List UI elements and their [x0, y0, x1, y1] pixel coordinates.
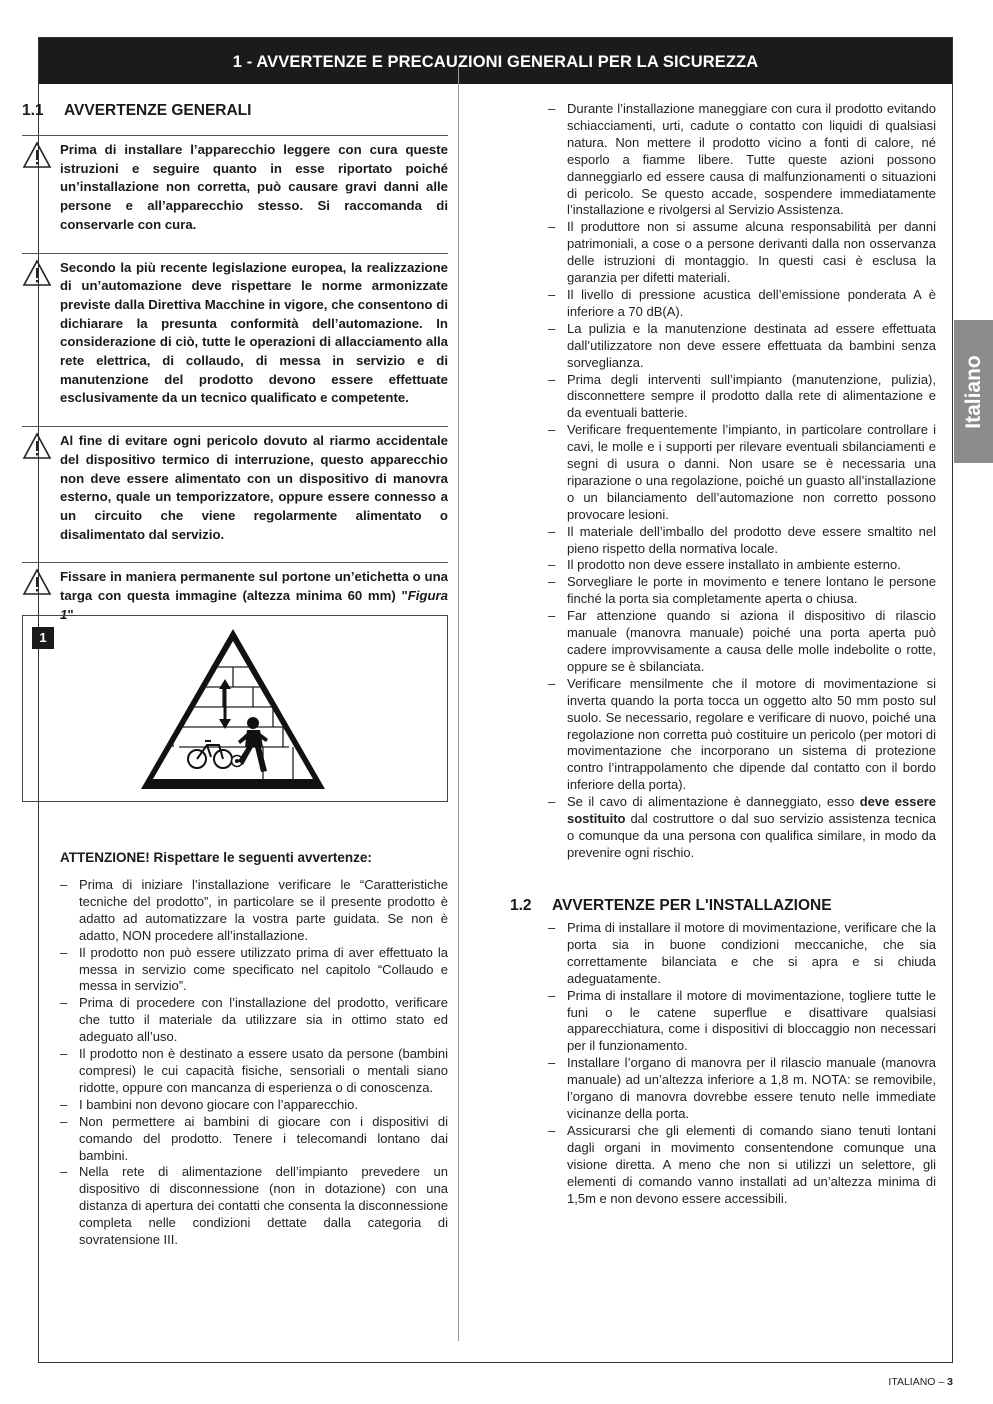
warning-triangle-icon: [22, 259, 60, 409]
language-tab: [954, 320, 993, 463]
list-item: – Prima di installare il motore di movimentazione, togliere tutte le funi o le catene superflue e disattivare qualsiasi apparecchiatura, come i dispositivi di bloccaggio non necessari per il funzionamento.: [548, 988, 936, 1056]
list-item: – Assicurarsi che gli elementi di comando siano tenuti lontani dagli organi in movimento consentendone comunque una visione diretta. A meno che non si utilizzi un selettore, gli elementi di comando vanno installati ad un’altezza minima di 1,5m e non devono essere accessibili.: [548, 1123, 936, 1208]
list-item: – Nella rete di alimentazione dell’impianto prevedere un dispositivo di disconnessione (non in dotazione) con una distanza di apertura dei contatti che consenta la disconnessione completa nelle condizioni dettate dalla categoria di sovratensione III.: [60, 1164, 448, 1249]
list-item: – Sorvegliare le porte in movimento e tenere lontano le persone finché la porta sia completamente aperta o chiusa.: [548, 574, 936, 608]
left-column: [22, 66, 448, 624]
figure-reference: Figura 1: [60, 588, 448, 622]
warning-block: [22, 135, 448, 235]
cable-item-text: Se il cavo di alimentazione è danneggiato, esso: [567, 794, 860, 810]
list-item: – Verificare frequentemente l’impianto, in particolare controllare i cavi, le molle e i supporti per rilevare eventuali sbilanciamenti e segni di usura o danni. Non usare se è necessaria una riparazione o una regolazione, poiché un guasto all’installazione o un bilanciamento dell’automazione non corretto possono provocare lesioni.: [548, 422, 936, 523]
footer-language: ITALIANO –: [888, 1376, 948, 1388]
section-title-1-2: [510, 897, 832, 915]
section-heading: AVVERTENZE PER L'INSTALLAZIONE: [552, 897, 832, 914]
list-item: – Prima degli interventi sull’impianto (manutenzione, pulizia), disconnettere sempre il prodotto dalla rete di alimentazione e da eventuali batterie.: [548, 372, 936, 423]
cable-item-text-end: dal costruttore o dal suo servizio assistenza tecnica o comunque da una persona con qualifica similare, in modo da prevenire ogni rischio.: [567, 811, 936, 860]
warning-text: Prima di installare l’apparecchio leggere con cura queste istruzioni e seguire quanto in esse riportato poiché un’installazione non corretta, può causare gravi danni alle persone e all’apparecchio stesso. Si raccomanda di conservarle con cura.: [60, 142, 448, 232]
list-item: – Il produttore non si assume alcuna responsabilità per danni patrimoniali, a cose o a persone derivanti dalla non osservanza delle istruzioni di montaggio. In questi casi è esclusa la garanzia per difetti materiali.: [548, 219, 936, 287]
attention-heading: ATTENZIONE! Rispettare le seguenti avvertenze:: [60, 850, 372, 865]
precautions-list: [60, 877, 448, 1249]
list-item: – Il prodotto non è destinato a essere usato da persone (bambini compresi) le cui capacità fisiche, sensoriali o mentali siano ridotte, oppure con mancanza di esperienza o di conoscenza.: [60, 1046, 448, 1097]
cable-item-bold: deve essere sostituito: [567, 794, 936, 827]
warning-text: Secondo la più recente legislazione europea, la realizzazione di un’automazione deve rispettare le norme armonizzate previste dalla Direttiva Macchine in vigore, che consentono di dichiarare la presunta conformità dell’automazione. In considerazione di ciò, tutte le operazioni di allacciamento alla rete elettrica, di collaudo, di messa in servizio e di manutenzione del prodotto devono essere effettuate esclusivamente da un tecnico qualificato e competente.: [60, 259, 448, 406]
list-item: – Il materiale dell’imballo del prodotto deve essere smaltito nel pieno rispetto della normativa locale.: [548, 524, 936, 558]
section-title-1-1: [22, 102, 448, 120]
installation-list: [548, 920, 936, 1207]
warning-block: [22, 253, 448, 409]
list-item: – Durante l’installazione maneggiare con cura il prodotto evitando schiacciamenti, urti, cadute o contatto con liquidi di qualsiasi natura. Non mettere il prodotto vicino a fonti di calore, né esporlo a fiamme libere. Tutte queste azioni possono danneggiarlo ed essere causa di malfunzionamenti o situazioni di pericolo. Se questo accade, sospendere immediatamente l’installazione e rivolgersi al Servizio Assistenza.: [548, 101, 936, 219]
warning-text: Al fine di evitare ogni pericolo dovuto al riarmo accidentale del dispositivo termico di interruzione, questo apparecchio non deve essere alimentato con un dispositivo di manovra esterno, quale un temporizzatore, oppure essere connesso a un circuito che viene regolarmente alimentato o disalimentato dal servizio.: [60, 433, 448, 542]
list-item: – Far attenzione quando si aziona il dispositivo di rilascio manuale (manovra manuale) poiché una porta aperta può cadere improvvisamente a causa delle molle indebolite o rotte, oppure se è sbilanciata.: [548, 608, 936, 676]
figure-1: [22, 615, 448, 802]
list-item: – Il livello di pressione acustica dell’emissione ponderata A è inferiore a 70 dB(A).: [548, 287, 936, 321]
section-heading: AVVERTENZE GENERALI: [64, 102, 252, 119]
list-item: – Prima di iniziare l’installazione verificare le “Caratteristiche tecniche del prodotto”, in particolare se il presente prodotto è adatto ad automatizzare la vostra parte guidata. Se non è adatto, NON procedere all’installazione.: [60, 877, 448, 945]
warning-triangle-icon: [22, 141, 60, 235]
list-item: – Il prodotto non deve essere installato in ambiente esterno.: [548, 557, 936, 574]
warning-text-end: ": [67, 606, 74, 622]
list-item: – La pulizia e la manutenzione destinata ad essere effettuata dall’utilizzatore non deve essere effettuata da bambini senza sorveglianza.: [548, 321, 936, 372]
left-column-lower: [60, 850, 448, 1249]
right-column: [548, 101, 936, 862]
list-item: – Prima di procedere con l’installazione del prodotto, verificare che tutto il materiale da utilizzare sia in ottimo stato ed adeguato all’uso.: [60, 995, 448, 1046]
list-item: – I bambini non devono giocare con l’apparecchio.: [60, 1097, 448, 1114]
page-number: 3: [947, 1376, 953, 1388]
installation-list-wrap: [548, 920, 936, 1207]
figure-number: 1: [32, 627, 54, 649]
warning-text-part: Fissare in maniera permanente sul portone un’etichetta o una targa con questa immagine (altezza minima 60 mm) ": [60, 569, 448, 604]
precautions-list-continued: [548, 101, 936, 862]
child-safety-warning-sign-icon: [139, 627, 327, 793]
warning-block: [22, 426, 448, 544]
page-footer: [888, 1376, 953, 1388]
list-item: – Verificare mensilmente che il motore di movimentazione si inverta quando la porta tocca un oggetto alto 50 mm posto sul suolo. Se necessario, regolare e verificare di nuovo, poiché una regolazione non corretta può costituire un pericolo (per motori di movimentazione che incorporano un sistema di protezione contro l’intrappolamento che dipende dal contatto con il bordo inferiore della porta).: [548, 676, 936, 794]
list-item: – Non permettere ai bambini di giocare con i dispositivi di comando del prodotto. Tenere i telecomandi lontano dai bambini.: [60, 1114, 448, 1165]
section-number: 1.2: [510, 897, 532, 914]
warning-triangle-icon: [22, 432, 60, 544]
list-item: – Il prodotto non può essere utilizzato prima di aver effettuato la messa in servizio come specificato nel capitolo “Collaudo e messa in servizio”.: [60, 945, 448, 996]
list-item: – Prima di installare il motore di movimentazione, verificare che la porta sia in buone condizioni meccaniche, che sia correttamente bilanciata e che si apra e si chiuda adeguatamente.: [548, 920, 936, 988]
list-item: [548, 794, 936, 862]
language-tab-label: Italiano: [961, 354, 985, 429]
list-item: – Installare l’organo di manovra per il rilascio manuale (manovra manuale) ad un’altezza inferiore a 1,8 m. NOTA: se removibile, l’organo di manovra dovrebbe essere tenuto nelle immediate vicinanze della porta.: [548, 1055, 936, 1123]
chapter-banner: 1 - AVVERTENZE E PRECAUZIONI GENERALI PER LA SICUREZZA: [39, 38, 952, 84]
column-divider: [458, 66, 459, 1341]
section-number: 1.1: [22, 102, 44, 119]
